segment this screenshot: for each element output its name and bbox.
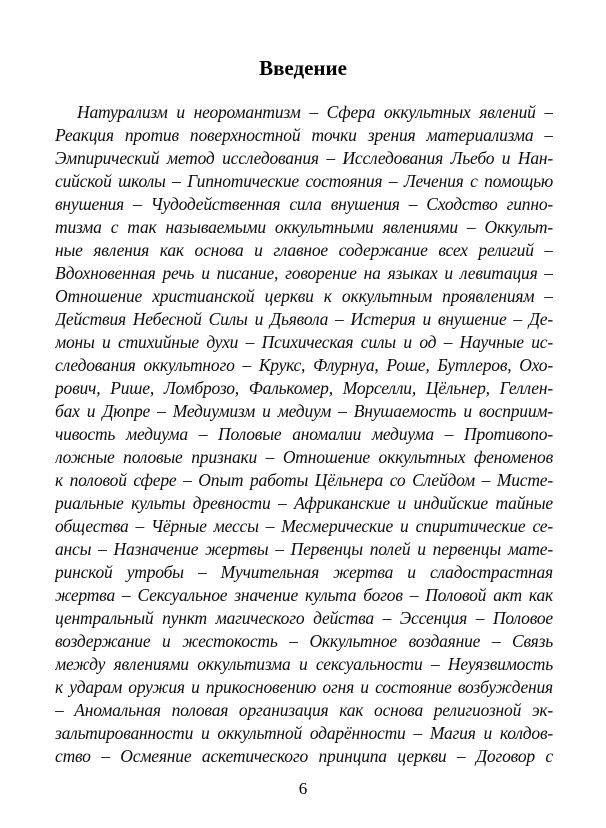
text-line: внушения – Чудодейственная сила внушения – Сходство гипно- [55,194,553,214]
text-line: чивость медиума – Половые аномалии медиума – Противопо- [55,424,553,444]
introduction-summary-paragraph [55,101,553,768]
text-line: зальтированности и оккультной одарённости – Магия и колдов- [55,723,553,743]
text-line: к ударам оружия и прикосновению огня и состояние возбуждения [55,677,553,697]
text-line: между явлениями оккультизма и сексуальности – Неуязвимость [55,654,553,674]
text-line: ные явления как основа и главное содержание всех религий – [55,240,553,260]
text-line: ансы – Назначение жертвы – Первенцы полей и первенцы мате- [55,539,553,559]
page-number: 6 [298,779,308,798]
text-line: сийской школы – Гипнотические состояния – Лечения с помощью [55,171,553,191]
text-line: воздержание и жестокость – Оккультное воздаяние – Связь [55,631,553,651]
text-line: Вдохновенная речь и писание, говорение на языках и левитация – [55,263,553,283]
text-line: к половой сфере – Опыт работы Цёльнера со Слейдом – Мисте- [55,470,553,490]
text-line: общества – Чёрные мессы – Месмерические и спиритические се- [55,516,553,536]
text-line: следования оккультного – Крукс, Флурнуа, Роше, Бутлеров, Охо- [55,355,553,375]
text-line: тизма с так называемыми оккультными явлениями – Оккульт- [55,217,553,237]
text-line: – Аномальная половая организация как основа религиозной эк- [55,700,553,720]
text-line: центральный пункт магического действа – Эссенция – Половое [55,608,553,628]
text-line: ложные половые признаки – Отношение оккультных феноменов [55,447,553,467]
chapter-title: Введение [259,56,347,80]
text-line: рович, Рише, Ломброзо, Фалькомер, Морселли, Цёльнер, Геллен- [55,378,553,398]
text-line: моны и стихийные духи – Психическая силы и од – Научные ис- [55,332,553,352]
text-line: ринской утробы – Мучительная жертва и сладострастная [55,562,553,582]
text-line: Натурализм и неоромантизм – Сфера оккультных явлений – [77,102,553,122]
text-line: ство – Осмеяние аскетического принципа церкви – Договор с [55,746,553,766]
text-line: жертва – Сексуальное значение культа богов – Половой акт как [55,585,553,605]
text-line: Эмпирический метод исследования – Исследования Льебо и Нан- [55,148,553,168]
text-line: Реакция против поверхностной точки зрения материализма – [55,125,553,145]
text-line: Отношение христианской церкви к оккультным проявлениям – [55,286,553,306]
text-line: Действия Небесной Силы и Дьявола – Истерия и внушение – Де- [55,309,553,329]
text-line: бах и Дюпре – Медиумизм и медиум – Внушаемость и восприим- [55,401,553,421]
text-line: риальные культы древности – Африканские и индийские тайные [55,493,553,513]
